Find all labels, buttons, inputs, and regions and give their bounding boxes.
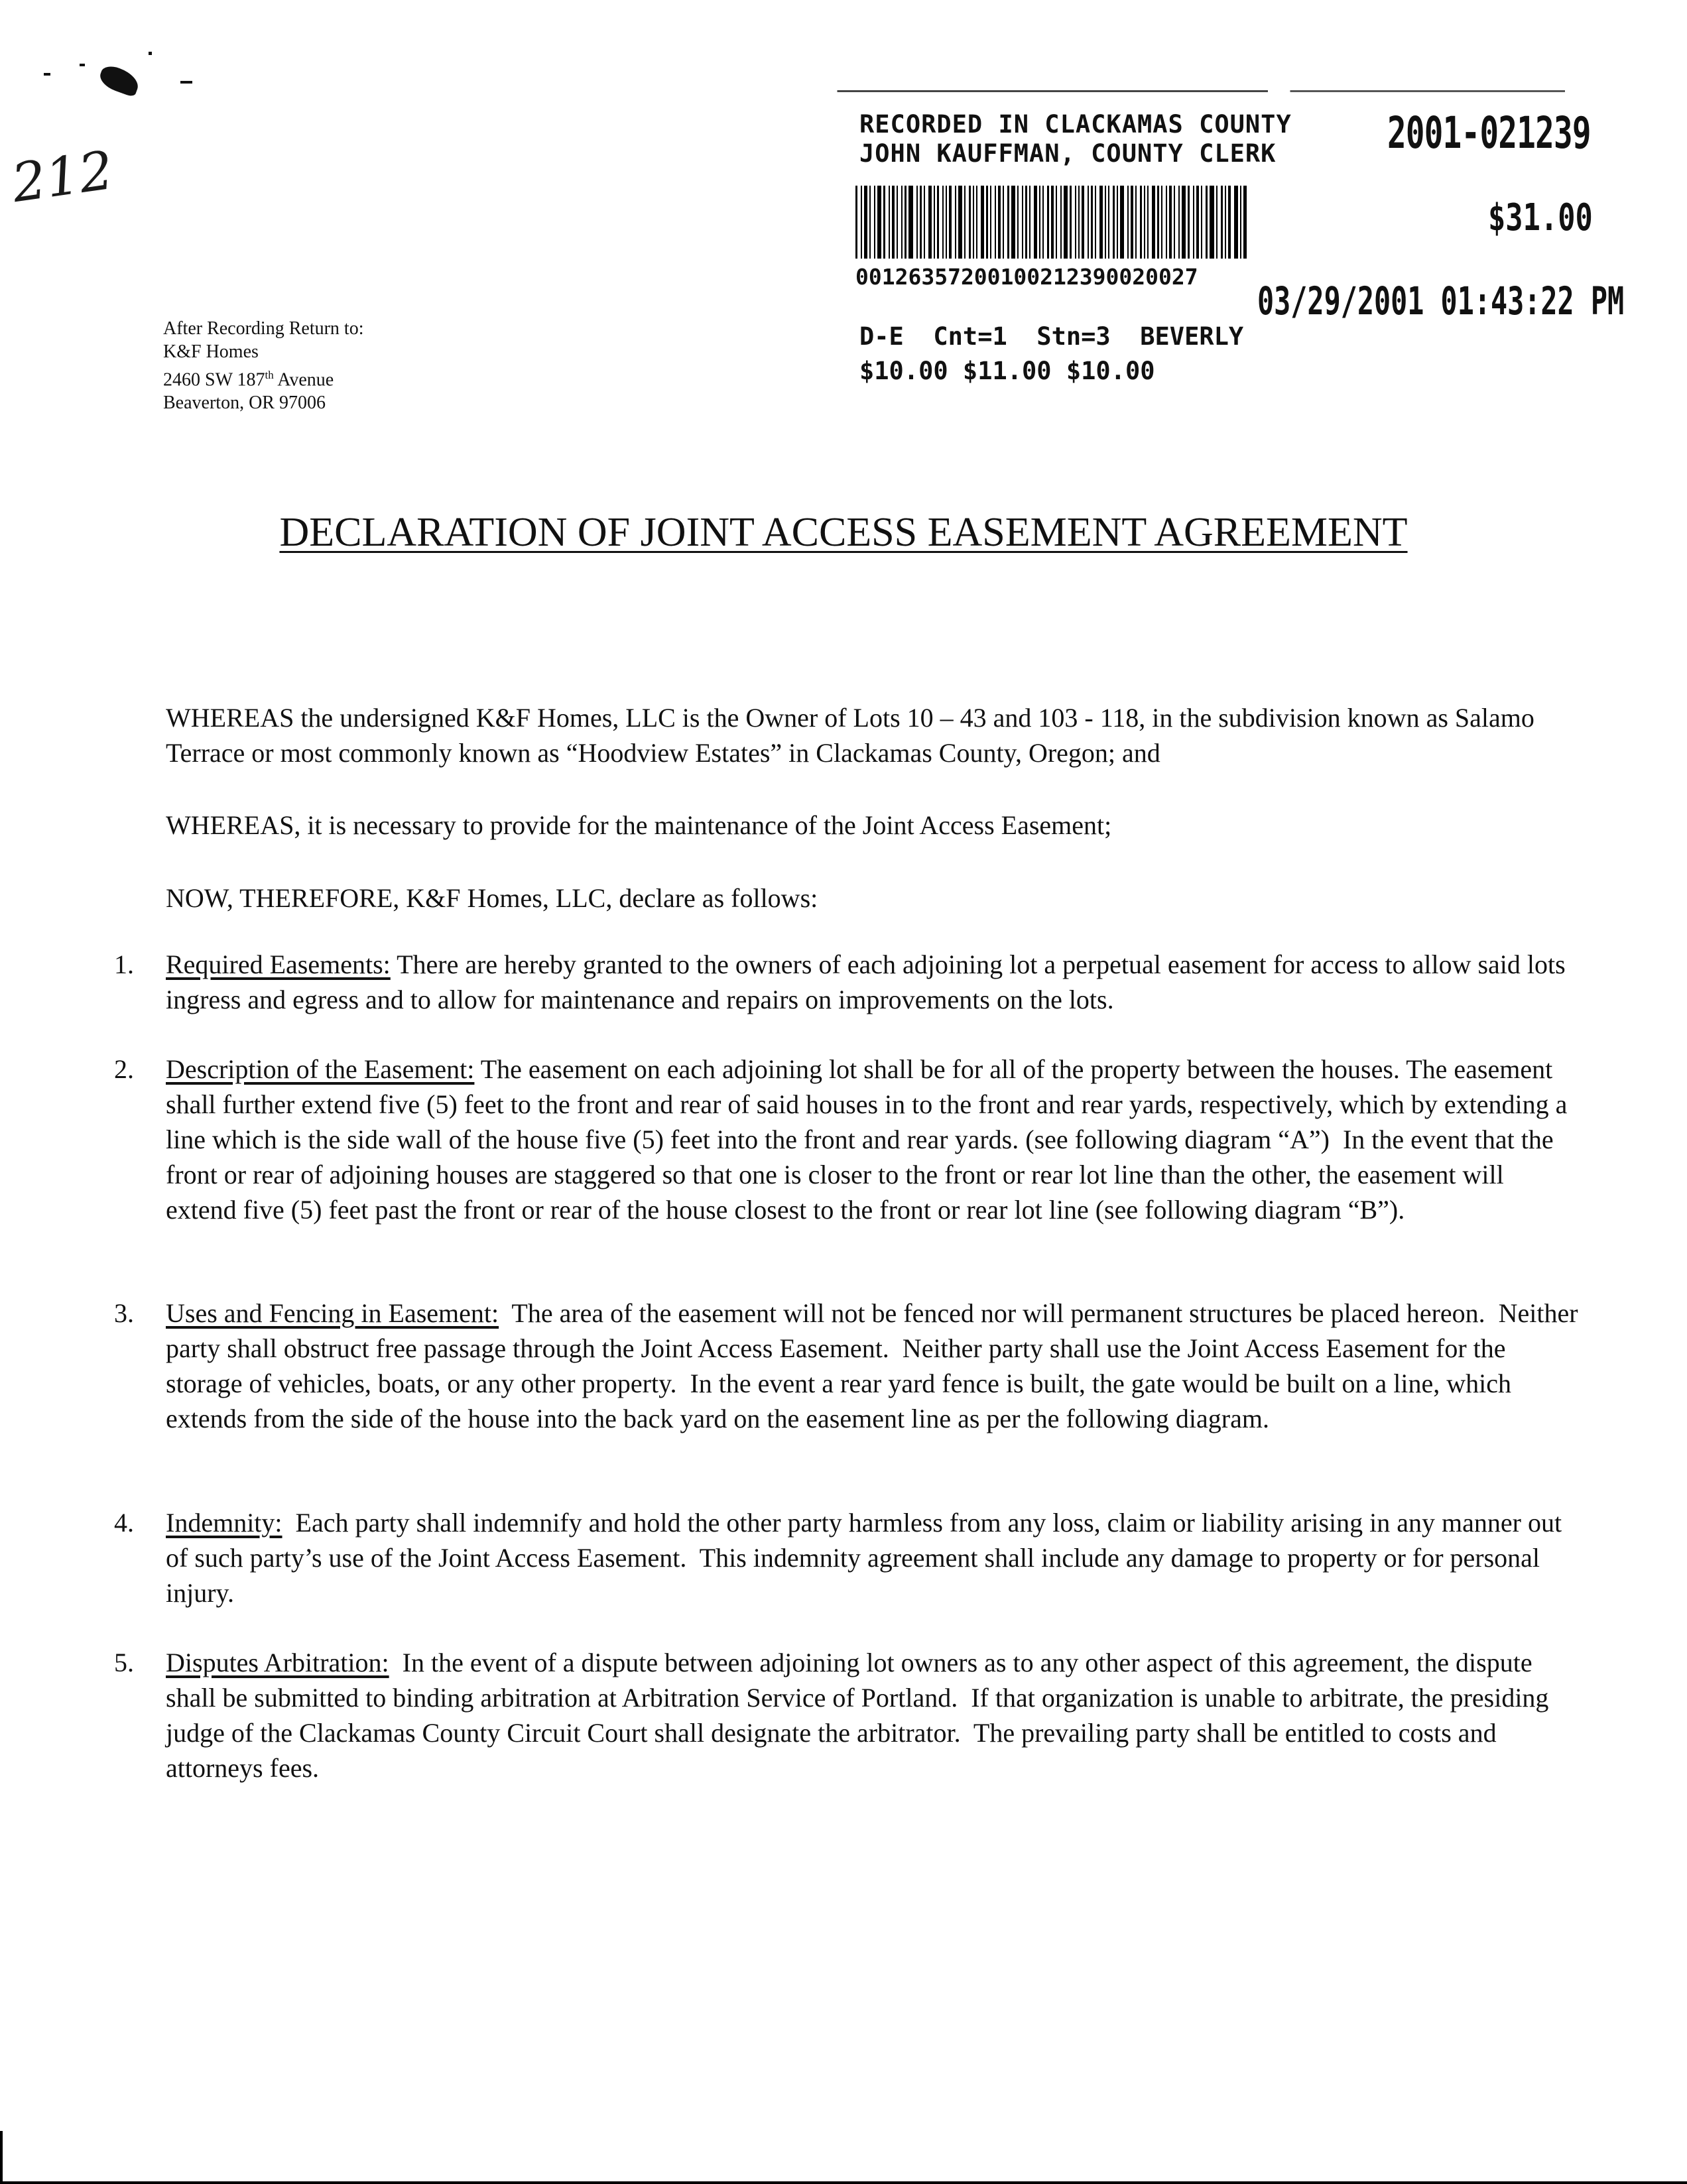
barcode-bar	[1042, 186, 1044, 259]
barcode-bar	[1188, 186, 1190, 259]
stamp-top-rule	[822, 90, 1565, 92]
barcode-bar	[869, 186, 871, 259]
barcode-bar	[990, 186, 991, 259]
stamp-county-line: RECORDED IN CLACKAMAS COUNTY	[859, 110, 1292, 139]
barcode-bar	[877, 186, 881, 259]
barcode-bar	[1029, 186, 1031, 259]
barcode-bar	[1193, 186, 1194, 259]
barcode-bar	[995, 186, 996, 259]
barcode-bar	[1174, 186, 1175, 259]
street-ordinal: th	[265, 369, 274, 381]
barcode-bar	[958, 186, 962, 259]
barcode-bar	[1095, 186, 1096, 259]
return-address	[163, 317, 363, 414]
barcode-bar	[889, 186, 890, 259]
barcode-bar	[1117, 186, 1118, 259]
barcode-bar	[1078, 186, 1080, 259]
section-heading: Indemnity:	[166, 1508, 282, 1538]
barcode-bar	[1075, 186, 1076, 259]
barcode-bar	[1047, 186, 1049, 259]
barcode-bar	[1113, 186, 1115, 259]
section-body	[166, 1645, 1578, 1786]
barcode-bar	[1206, 186, 1208, 259]
barcode-bar	[1178, 186, 1180, 259]
barcode-bar	[1105, 186, 1106, 259]
barcode-bar	[1051, 186, 1054, 259]
recital-whereas-1: WHEREAS the undersigned K&F Homes, LLC is the Owner of Lots 10 – 43 and 103 - 118, in the subdivision known as Salamo Terrace or most commonly known as “Hoodview Estates” in Clackamas County, Oregon; and	[166, 703, 1534, 768]
barcode-bar	[1216, 186, 1218, 259]
barcode-bar	[969, 186, 971, 259]
barcode-bar	[901, 186, 903, 259]
section-text: There are hereby granted to the owners of each adjoining lot a perpetual easement for access to allow said lots ingress and egress and to allow for maintenance and repairs on improvements on the lots.	[166, 949, 1572, 1014]
barcode-bar	[1070, 186, 1072, 259]
section-heading: Uses and Fencing in Easement:	[166, 1298, 499, 1328]
section-heading: Required Easements:	[166, 949, 391, 979]
barcode-bar	[1140, 186, 1142, 259]
barcode-bar	[1161, 186, 1162, 259]
return-address-city: Beaverton, OR 97006	[163, 393, 326, 414]
document-title: DECLARATION OF JOINT ACCESS EASEMENT AGREEMENT	[279, 510, 1408, 555]
stamp-codes-line: D-E Cnt=1 Stn=3 BEVERLY	[859, 322, 1244, 351]
barcode-bar	[1017, 186, 1019, 259]
barcode-bar	[1225, 186, 1226, 259]
street-type: Avenue	[273, 369, 334, 391]
section-number: 1.	[114, 949, 134, 979]
barcode-bar	[1127, 186, 1129, 259]
barcode-bar	[1120, 186, 1124, 259]
return-address-street	[163, 363, 363, 391]
barcode-bar	[1007, 186, 1009, 259]
barcode-bar	[855, 186, 857, 259]
barcode-bar	[934, 186, 935, 259]
scan-speck	[97, 63, 142, 97]
scan-speck	[44, 73, 50, 76]
barcode-bar	[1131, 186, 1133, 259]
street-number: 2460 SW 187	[163, 369, 265, 391]
section-heading: Description of the Easement:	[166, 1054, 475, 1084]
barcode-bar	[1056, 186, 1057, 259]
return-address-heading: After Recording Return to:	[163, 318, 364, 339]
stamp-clerk-line: JOHN KAUFFMAN, COUNTY CLERK	[859, 139, 1277, 168]
barcode-bar	[1234, 186, 1238, 259]
barcode-bar	[981, 186, 984, 259]
barcode-bar	[1243, 186, 1247, 259]
scan-speck	[180, 81, 192, 84]
handwritten-page-number: 212	[8, 139, 117, 215]
barcode-bar	[1210, 186, 1214, 259]
barcode-bar	[986, 186, 988, 259]
barcode-bar	[1196, 186, 1199, 259]
barcode-bar	[1147, 186, 1149, 259]
barcode-bar	[1152, 186, 1155, 259]
section-text: In the event of a dispute between adjoining lot owners as to any other aspect of this agreement, the dispute shall be submitted to binding arbitration at Arbitration Service of Portland. If that organization is unable to arbitrate, the presiding judge of the Clackamas County Circuit Court shall designate the arbitrator. The prevailing party shall be entitled to costs and attorneys fees.	[166, 1648, 1556, 1783]
scan-speck	[149, 52, 152, 55]
recital-whereas-2: WHEREAS, it is necessary to provide for the maintenance of the Joint Access Easement;	[166, 810, 1112, 840]
barcode-bar	[905, 186, 906, 259]
section-body	[166, 1296, 1585, 1436]
barcode-bar	[1064, 186, 1068, 259]
barcode-bar	[964, 186, 966, 259]
barcode-bar	[1157, 186, 1159, 259]
section-number: 3.	[114, 1298, 134, 1328]
barcode-bar	[1221, 186, 1223, 259]
barcode-bar	[1182, 186, 1186, 259]
barcode-bar	[864, 186, 867, 259]
barcode-bar	[883, 186, 885, 259]
barcode-bar	[1169, 186, 1172, 259]
barcode-bar	[976, 186, 977, 259]
recital-now-therefore: NOW, THEREFORE, K&F Homes, LLC, declare as follows:	[166, 883, 818, 913]
barcode-bar	[1034, 186, 1037, 259]
barcode-bar	[897, 186, 898, 259]
document-number: 2001-021239	[1387, 107, 1591, 158]
section-number: 4.	[114, 1508, 134, 1538]
barcode-bar	[1025, 186, 1027, 259]
barcode-bar	[949, 186, 952, 259]
barcode-bar	[1088, 186, 1089, 259]
section-text: Each party shall indemnify and hold the other party harmless from any loss, claim or liability arising in any manner out of such party’s use of the Joint Access Easement. This indemnity agreement shall include any damage to property or for personal injury.	[166, 1508, 1569, 1608]
barcode-bar	[928, 186, 932, 259]
barcode-digits: 00126357200100212390020027	[855, 264, 1198, 290]
scan-border	[0, 2181, 1687, 2184]
barcode-bar	[1144, 186, 1145, 259]
section-heading: Disputes Arbitration:	[166, 1648, 389, 1677]
barcode-bar	[924, 186, 925, 259]
barcode-bar	[1228, 186, 1231, 259]
barcode-bar	[1240, 186, 1241, 259]
section-number: 5.	[114, 1648, 134, 1677]
section-text: The area of the easement will not be fenced nor will permanent structures be placed hereon. Neither party shall obstruct free passage through the Joint Access Easement. Neither party shall use the Joint Access Easement for the storage of vehicles, boats, or any other property. In the event a rear yard fence is built, the gate would be built on a line, which extends from the side of the house into the back yard on the easement line as per the following diagram.	[166, 1298, 1585, 1433]
barcode-bar	[1003, 186, 1004, 259]
return-address-name: K&F Homes	[163, 341, 259, 362]
barcode-bar	[861, 186, 862, 259]
barcode-bar	[1099, 186, 1103, 259]
barcode-bar	[874, 186, 875, 259]
barcode-bar	[920, 186, 922, 259]
barcode-bar	[937, 186, 939, 259]
barcode-bar	[916, 186, 918, 259]
barcode-bar	[1166, 186, 1167, 259]
barcode-bar	[1201, 186, 1202, 259]
scan-border	[0, 2131, 3, 2184]
barcode-bar	[1011, 186, 1015, 259]
section-body	[166, 947, 1578, 1017]
barcode-bar	[908, 186, 913, 259]
barcode-bar	[946, 186, 947, 259]
stamp-fees-line: $10.00 $11.00 $10.00	[859, 357, 1155, 385]
barcode-bar	[1039, 186, 1040, 259]
barcode-bar	[942, 186, 944, 259]
barcode-bar	[1060, 186, 1062, 259]
recorded-timestamp: 03/29/2001 01:43:22 PM	[1257, 278, 1625, 324]
barcode-bar	[998, 186, 1001, 259]
section-body	[166, 1052, 1578, 1227]
barcode-bar	[1108, 186, 1109, 259]
barcode-bar	[1135, 186, 1137, 259]
barcode-bar	[973, 186, 974, 259]
barcode-bar	[1091, 186, 1093, 259]
section-body	[166, 1505, 1578, 1610]
section-text: The easement on each adjoining lot shall be for all of the property between the houses. The easement shall further extend five (5) feet to the front and rear of said houses in to the front and rear yards, respectively, which by extending a line which is the side wall of the house five (5) feet into the front and rear yards. (see following diagram “A”) In the event that the front or rear of adjoining houses are staggered so that one is closer to the front or rear lot line than the other, the easement will extend five (5) feet past the front or rear of the house closest to the front or rear lot line (see following diagram “B”).	[166, 1054, 1574, 1225]
section-number: 2.	[114, 1054, 134, 1084]
barcode-bar	[892, 186, 895, 259]
barcode-bar	[1082, 186, 1084, 259]
scan-speck	[80, 64, 85, 66]
total-fee: $31.00	[1488, 196, 1593, 239]
barcode-bar	[955, 186, 956, 259]
barcode	[855, 186, 1379, 259]
barcode-bar	[1022, 186, 1023, 259]
